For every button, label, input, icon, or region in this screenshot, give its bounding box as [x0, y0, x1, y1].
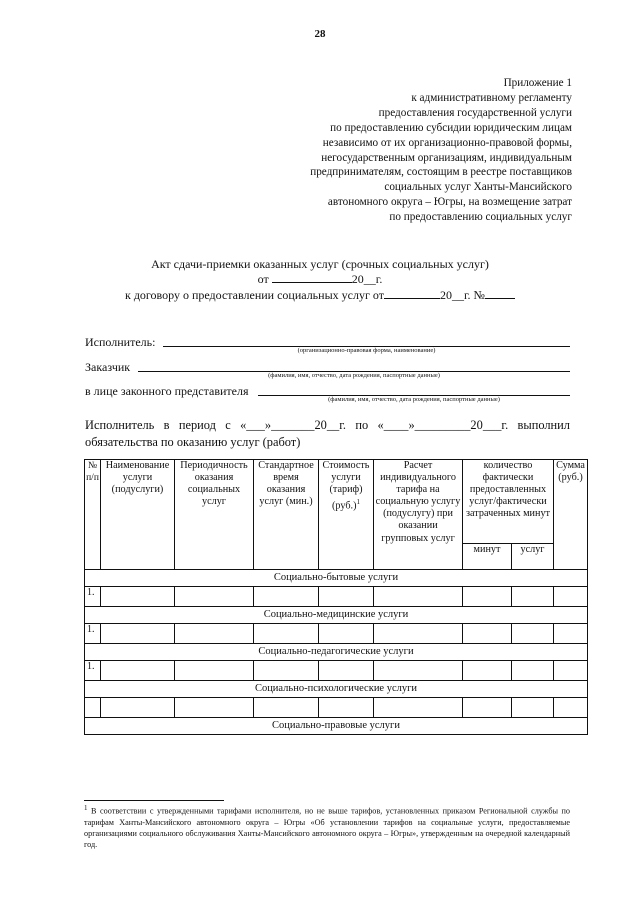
- header-periodicity: Периодичность оказания социальных услуг: [175, 460, 254, 570]
- act-date-prefix: от: [257, 272, 269, 287]
- table-cell[interactable]: [463, 624, 512, 644]
- representative-label: в лице законного представителя: [85, 384, 249, 398]
- table-cell[interactable]: [254, 698, 319, 718]
- customer-caption: (фамилия, имя, отчество, дата рождения, паспортные данные): [268, 372, 440, 379]
- section-title: Социально-психологические услуги: [85, 681, 588, 698]
- table-cell[interactable]: [319, 698, 374, 718]
- customer-row: [85, 360, 130, 375]
- table-row: [85, 587, 588, 607]
- services-table: [84, 459, 588, 735]
- table-cell[interactable]: [512, 587, 554, 607]
- appendix-line: предпринимателям, состоящим в реестре поставщиков: [310, 166, 572, 179]
- row-num: 1.: [85, 624, 101, 644]
- section-title: Социально-бытовые услуги: [85, 570, 588, 587]
- appendix-line: по предоставлению субсидии юридическим лицам: [330, 121, 572, 134]
- appendix-line: негосударственным организациям, индивидуальным: [321, 151, 572, 164]
- header-cost: [319, 460, 374, 570]
- footnote-ref: 1: [356, 498, 360, 507]
- table-cell[interactable]: [101, 587, 175, 607]
- contract-date-blank[interactable]: [384, 287, 440, 299]
- appendix-line: Приложение 1: [503, 77, 572, 89]
- table-cell[interactable]: [463, 661, 512, 681]
- executor-caption: (организационно-правовая форма, наименование): [297, 347, 436, 354]
- section-row-medical: [85, 607, 588, 624]
- header-cost-text: Стоимость услуги (тариф) (руб.): [322, 460, 370, 512]
- table-cell[interactable]: [463, 698, 512, 718]
- table-cell[interactable]: [101, 698, 175, 718]
- table-cell[interactable]: [319, 587, 374, 607]
- table-cell[interactable]: [319, 624, 374, 644]
- row-num: 1.: [85, 587, 101, 607]
- header-quantity: количество фактически предоставленных услуг/фактически затраченных минут: [463, 460, 554, 544]
- table-cell[interactable]: [554, 587, 588, 607]
- row-num: 1.: [85, 661, 101, 681]
- act-date-year: 20__г.: [351, 272, 383, 287]
- table-cell[interactable]: [175, 698, 254, 718]
- section-row-household: [85, 570, 588, 587]
- table-cell[interactable]: [512, 661, 554, 681]
- table-row: [85, 661, 588, 681]
- section-title: Социально-правовые услуги: [85, 718, 588, 735]
- table-cell[interactable]: [374, 661, 463, 681]
- period-text: Исполнитель в период с «___»_______20__г. по «____»_________20___г. выполнил обязательства по оказанию услуг (работ): [85, 418, 570, 449]
- section-row-legal: [85, 718, 588, 735]
- section-title: Социально-педагогические услуги: [85, 644, 588, 661]
- header-num: № п/п: [85, 460, 101, 570]
- appendix-line: автономного округа – Югры, на возмещение затрат: [327, 196, 572, 209]
- table-cell[interactable]: [101, 624, 175, 644]
- appendix-line: социальных услуг Ханты-Мансийского: [384, 181, 572, 194]
- table-cell[interactable]: [512, 624, 554, 644]
- appendix-header: [242, 76, 572, 225]
- table-cell[interactable]: [554, 624, 588, 644]
- footnote: [84, 803, 570, 851]
- act-date-line: [0, 271, 640, 286]
- header-name: Наименование услуги (подуслуги): [101, 460, 175, 570]
- table-cell[interactable]: [374, 624, 463, 644]
- table-cell[interactable]: [374, 587, 463, 607]
- act-date-blank[interactable]: [272, 271, 352, 283]
- table-cell[interactable]: [463, 587, 512, 607]
- table-cell[interactable]: [374, 698, 463, 718]
- table-cell[interactable]: [254, 587, 319, 607]
- act-title: Акт сдачи-приемки оказанных услуг (срочных социальных услуг): [151, 257, 489, 271]
- footnote-text: В соответствии с утвержденными тарифами исполнителя, но не выше тарифов, установленных приказом Региональной службы по тарифам Ханты-Мансийского автономного округа – Югры «Об установлении тарифов на социальные услуги, предоставляемые организациями социального обслуживания Ханты-Мансийского автономного округа – Югры», утвержденным на очередной календарный год.: [84, 806, 571, 850]
- act-title-block: [0, 257, 640, 302]
- contract-number-blank[interactable]: [485, 287, 515, 299]
- table-cell[interactable]: [254, 624, 319, 644]
- appendix-line: по предоставлению социальных услуг: [389, 211, 572, 224]
- header-services: услуг: [512, 544, 554, 570]
- contract-prefix: к договору о предоставлении социальных услуг от: [124, 287, 384, 302]
- table-cell[interactable]: [101, 661, 175, 681]
- executor-row: [85, 335, 155, 350]
- header-sum: Сумма (руб.): [554, 460, 588, 570]
- header-standard-time: Стандартное время оказания услуг (мин.): [254, 460, 319, 570]
- table-cell[interactable]: [175, 587, 254, 607]
- table-cell[interactable]: [512, 698, 554, 718]
- contract-year: 20__г. №: [439, 287, 485, 302]
- contract-line: [0, 287, 640, 302]
- table-header-row: [85, 460, 588, 544]
- footnote-divider: [84, 800, 224, 801]
- header-minutes: минут: [463, 544, 512, 570]
- table-cell[interactable]: [254, 661, 319, 681]
- section-row-pedagogical: [85, 644, 588, 661]
- table-row: [85, 624, 588, 644]
- page-number: 28: [314, 28, 326, 40]
- table-cell[interactable]: [175, 624, 254, 644]
- representative-row: [85, 384, 248, 399]
- footnote-marker: 1: [84, 804, 88, 812]
- table-row: [85, 698, 588, 718]
- section-row-psychological: [85, 681, 588, 698]
- section-title: Социально-медицинские услуги: [85, 607, 588, 624]
- table-cell[interactable]: [554, 698, 588, 718]
- appendix-line: независимо от их организационно-правовой формы,: [322, 136, 572, 149]
- row-num: [85, 698, 101, 718]
- customer-label: Заказчик: [85, 360, 131, 374]
- header-calc: Расчет индивидуального тарифа на социальную услугу (подуслугу) при оказании групповых услуг: [374, 460, 463, 570]
- table-cell[interactable]: [319, 661, 374, 681]
- table-cell[interactable]: [554, 661, 588, 681]
- executor-label: Исполнитель:: [85, 335, 156, 349]
- appendix-line: к административному регламенту: [411, 91, 572, 104]
- table-cell[interactable]: [175, 661, 254, 681]
- representative-caption: (фамилия, имя, отчество, дата рождения, паспортные данные): [328, 396, 500, 403]
- appendix-line: предоставления государственной услуги: [378, 106, 572, 119]
